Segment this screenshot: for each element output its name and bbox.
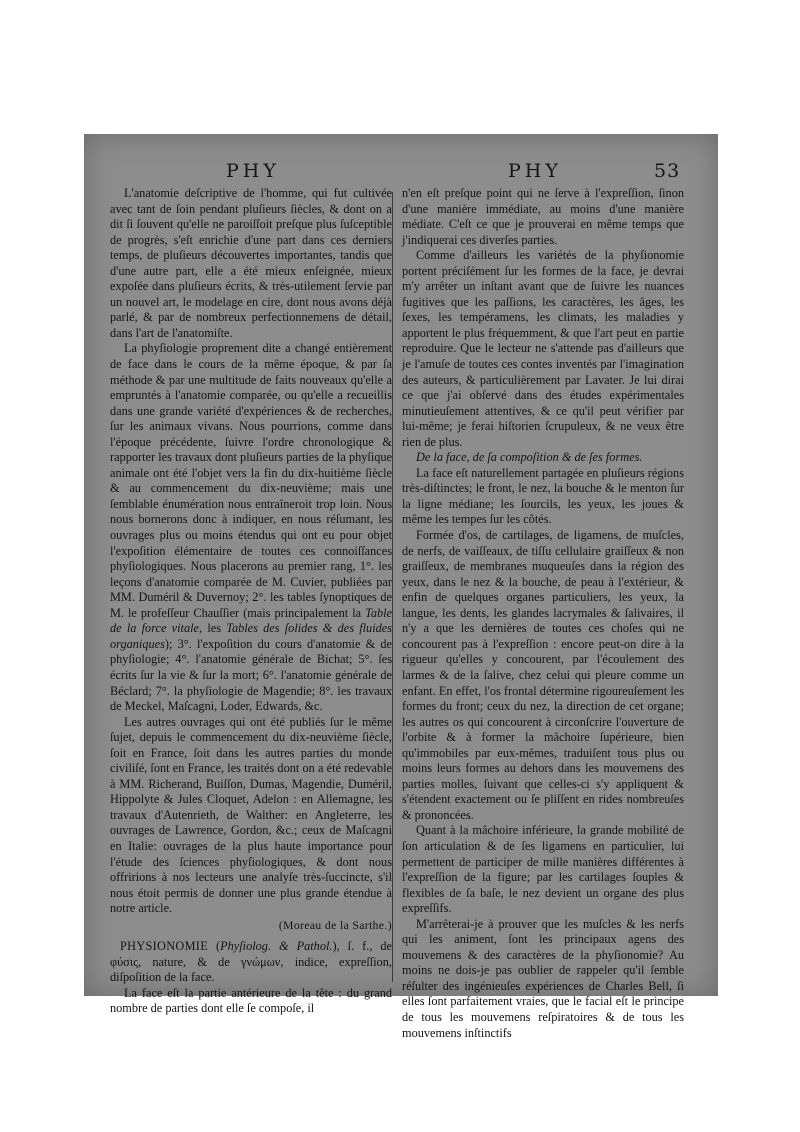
right-column — [402, 186, 684, 1040]
paragraph: L'anatomie deſcriptive de l'homme, qui fut cultivée avec tant de ſoin pendant pluſieurs ſiècles, & dont on a dit ſi ſouvent qu'elle ne paroiſſoit preſque plus ſuſceptible de progrès, s'eſt enrichie d'une part dans ces derniers temps, de pluſieurs découvertes importantes, tandis que d'une autre part, elle a été mieux enſeignée, mieux expoſée dans pluſieurs écrits, & très-utilement ſervie par un nouvel art, le modelage en cire, dont nous avons déjà parlé, & par de nombreux perfectionnemens de détail, dans l'art de l'anatomiſte. — [110, 186, 392, 340]
paragraph-text: La phyſiologie proprement dite a changé entièrement de face dans le cours de la même époque, & par ſa méthode & par une multitude de faits nouveaux qu'elle a empruntés à l'anatomie comparée, ou qu'elle a recueillis dans une grande variété d'expériences & de recherches, ſur les animaux vivans. Nous pourrions, comme dans l'époque précédente, ſuivre l'ordre chronologique & rapporter les travaux dont pluſieurs parties de la phyſique animale ont été l'objet vers la fin du dix-huitième ſiècle & au commencement du dix-neuvième; mais une ſemblable énumération nous entraîneroit trop loin. Nous nous bornerons donc à indiquer, en nous réſumant, les ouvrages plus ou moins étendus qui ont eu pour objet l'expoſition élémentaire de toutes ces connoiſſances phyſiologiques. Nous placerons au premier rang, 1°. les leçons d'anatomie comparée de M. Cuvier, publiées par MM. Duméril & Duvernoy; 2°. les tables ſynoptiques de M. le profeſſeur Chauſſier (mais principalement la — [110, 341, 392, 620]
section-heading: De la face, de ſa compoſition & de ſes formes. — [416, 450, 643, 465]
running-head-left: PHY — [226, 160, 280, 182]
entry-text: ( — [208, 939, 221, 954]
paragraph: Comme d'ailleurs les variétés de la phyſionomie portent préciſément ſur les formes de la face, je devrai m'y arrêter un inſtant avant que de ſuivre les nuances fugitives que les paſſions, les caractères, les âges, les ſexes, les tempéramens, les climats, les maladies y apportent le plus fréquemment, & que l'art peut en partie reproduire. Que le lecteur ne s'attende pas d'ailleurs que je l'amuſe de toutes ces contes inventés par l'imagination des auteurs, & particulièrement par Lavater. Je lui dirai ce que j'ai obſervé dans des études expérimentales minutieuſement attentives, & ce qu'il peut vérifier par lui-même; je ferai hiſtorien ſcrupuleux, & ne veux être rien de plus. — [402, 248, 684, 449]
paragraph: Les autres ouvrages qui ont été publiés ſur le même ſujet, depuis le commencement du dix-neuvième ſiècle, ſoit en France, ſoit dans les autres parties du monde civiliſé, ſont en France, les traités dont on a été redevable à MM. Richerand, Buiſſon, Dumas, Magendie, Duméril, Hippolyte & Jules Cloquet, Adelon : en Allemagne, les travaux d'Autenrieth, de Walther: en Angleterre, les ouvrages de Lawrence, Gordon, &c.; ceux de Maſcagni en Italie: ouvrages de la plus haute importance pour l'étude des ſciences phyſiologiques, & dont nous offririons à nos lecteurs une analyſe très-ſuccincte, s'il nous étoit permis de donner une plus grande étendue à notre article. — [110, 714, 392, 916]
page-number: 53 — [654, 160, 681, 182]
paragraph: n'en eſt preſque point qui ne ſerve à l'expreſſion, ſinon d'une manière immédiate, au moins d'une manière médiate. C'eſt ce que je prouverai en même temps que j'indiquerai ces diverſes parties. — [402, 186, 684, 247]
paragraph: La face eſt la partie antérieure de la tête : du grand nombre de parties dont elle ſe compoſe, il — [110, 985, 392, 1016]
paragraph-text: ); 3°. l'expoſition du cours d'anatomie & de phyſiologie; 4°. l'anatomie générale de Bichat; 5°. ſes écrits ſur la vie & ſur la mort; 6°. l'anatomie générale de Béclard; 7°. la phyſiologie de Magendie; 8°. les travaux de Meckel, Maſcagni, Loder, Edwards, &c. — [110, 636, 392, 714]
book-title: Table de la force vitale — [110, 605, 392, 636]
book-title: Tables des ſolides & des fluides organiques — [110, 621, 393, 651]
author-signature: (Moreau de la Sarthe.) — [278, 918, 392, 932]
entry-definition: ), ſ. f., de φύσις, nature, & de γνώμων, indice, expreſſion, diſpoſition de la face. — [110, 939, 393, 985]
paragraph: Quant à la mâchoire inférieure, la grande mobilité de ſon articulation & de ſes ligamens en particulier, lui permettent de participer de mille manières différentes à l'expreſſion de la figure; par les cartilages ſouples & flexibles de ſa baſe, le nez devient un organe des plus expreſſifs. — [402, 823, 684, 916]
paragraph: Formée d'os, de cartilages, de ligamens, de muſcles, de nerfs, de vaiſſeaux, de tiſſu cellulaire graiſſeux & non graiſſeux, de membranes muqueuſes dans la région des yeux, dans le nez & la bouche, de peau à l'extérieur, & enfin de quelques organes particuliers, les yeux, la langue, les dents, les glandes lacrymales & ſalivaires, il n'y a que les dernières de toutes ces choſes qui ne concourent pas à l'expreſſion : encore peut-on dire à la rigueur qu'elles y concourent, par l'écoulement des larmes & de la ſalive, chez celui qui pleure comme un enfant. En effet, l'os frontal détermine rigoureuſement les formes du front; ceux du nez, la direction de cet organe; les autres os qui concourent à circonſcrire l'ouverture de l'orbite & à former la mâchoire ſupérieure, bien qu'immobiles par eux-mêmes, traduiſent tous plus ou moins leurs formes au dehors dans les mouvemens des parties molles, ſuivant que celles-ci s'y appliquent & s'étendent exactement ou ſe pliſſent en rides nombreuſes & prononcées. — [402, 528, 684, 822]
paragraph — [110, 341, 392, 714]
paragraph: La face eſt naturellement partagée en pluſieurs régions très-diſtinctes; le front, le nez, la bouche & le menton ſur la ligne médiane; les ſourcils, les yeux, les joues & même les tempes ſur les côtés. — [402, 465, 684, 527]
paragraph-text: , les — [199, 621, 227, 636]
dictionary-entry — [110, 939, 392, 986]
column-divider — [392, 192, 393, 982]
running-head-right: PHY — [508, 160, 562, 182]
left-column — [110, 186, 393, 1016]
paragraph: M'arrêterai-je à prouver que les muſcles & les nerfs qui les animent, ſont les principaux agens des mouvemens & des caractères de la phyſionomie? Au moins ne dois-je pas oublier de rappeler qu'il ſemble réſulter des ingénieuſes expériences de Charles Bell, ſi elles ſont parfaitement vraies, que le facial eſt le principe de tous les mouvemens reſpiratoires & de tous les mouvemens inſtinctifs — [402, 916, 684, 1040]
scanned-page — [84, 134, 718, 1040]
entry-domain: Phyſiolog. & Pathol. — [220, 939, 333, 954]
entry-headword: PHYSIONOMIE — [120, 939, 209, 954]
